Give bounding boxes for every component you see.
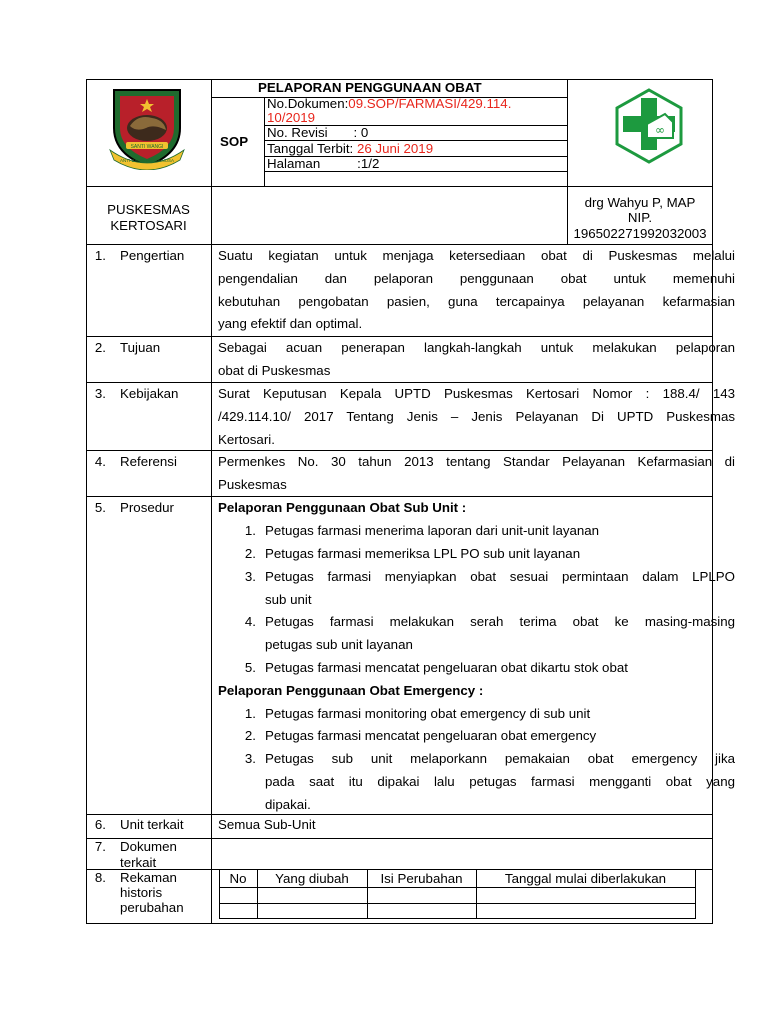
history-col-4: [695, 869, 696, 919]
step-number: 5.: [244, 660, 256, 675]
text-line: dipakai.: [265, 796, 311, 812]
row-number: 1.: [94, 248, 106, 263]
step-text: Petugas farmasi mencatat pengeluaran obat dikartu stok obat: [265, 660, 628, 675]
row-label-prosedur: Prosedur: [120, 500, 174, 515]
pengertian-text: [218, 245, 735, 336]
sub-unit-section-title: Pelaporan Penggunaan Obat Sub Unit :: [218, 500, 467, 515]
step-text: [265, 748, 735, 816]
header-divider-1: [211, 79, 212, 245]
text-line: pada saat itu dipakai lalu petugas farmasi mengganti obat yang: [265, 773, 735, 789]
history-row-1: [219, 887, 696, 888]
document-title: PELAPORAN PENGGUNAAN OBAT: [258, 80, 482, 95]
step-text: Petugas farmasi mencatat pengeluaran obat emergency: [265, 728, 597, 743]
history-col-header-yang-diubah: Yang diubah: [275, 871, 349, 886]
step-number: 2.: [244, 728, 256, 743]
step-number: 3.: [244, 751, 256, 766]
row-label-referensi: Referensi: [120, 454, 177, 469]
text-line: Petugas sub unit melaporkann pemakaian obat emergency jika: [265, 751, 735, 766]
row-number: 2.: [94, 340, 106, 355]
step-number: 1.: [244, 523, 256, 538]
header-bottom-line: [86, 186, 713, 187]
row-number: 7.: [94, 839, 106, 854]
regency-logo: [106, 84, 188, 170]
issue-date: [267, 141, 433, 157]
step-text: Petugas farmasi menerima laporan dari unit-unit layanan: [265, 523, 600, 538]
text-line: obat di Puskesmas: [218, 362, 331, 378]
step-text: Petugas farmasi memeriksa LPL PO sub unit layanan: [265, 546, 581, 561]
row-number: 3.: [94, 386, 106, 401]
text-line: /429.114.10/ 2017 Tentang Jenis – Jenis Pelayanan Di UPTD Puskesmas: [218, 408, 735, 424]
tujuan-text: [218, 337, 735, 383]
text-line: sub unit: [265, 591, 312, 607]
page-number: Halaman :1/2: [267, 156, 380, 171]
text-line: Permenkes No. 30 tahun 2013 tentang Standar Pelayanan Kefarmasian di: [218, 454, 735, 469]
emergency-section-title: Pelaporan Penggunaan Obat Emergency :: [218, 683, 484, 698]
issue-date-value: 26 Juni 2019: [356, 141, 434, 156]
signer-nip: 196502271992032003: [573, 226, 707, 241]
step-text: [265, 566, 735, 612]
label-column-divider: [211, 244, 212, 924]
row-label-dokumen-2: terkait: [120, 855, 157, 870]
row-label-kebijakan: Kebijakan: [120, 386, 179, 401]
text-line: Sebagai acuan penerapan langkah-langkah untuk melakukan pelaporan: [218, 340, 735, 355]
row-label-rekaman-3: perubahan: [120, 900, 184, 915]
history-col-header-no: No: [229, 871, 247, 886]
row-label-rekaman-2: historis: [120, 885, 163, 900]
text-line: kebutuhan pengobatan pasien, guna tercapainya pelayanan kefarmasian: [218, 293, 735, 309]
row-line-7: [86, 838, 713, 839]
step-text: Petugas farmasi monitoring obat emergency di sub unit: [265, 706, 591, 721]
history-top: [219, 869, 696, 870]
text-line: Surat Keputusan Kepala UPTD Puskesmas Kertosari Nomor : 188.4/ 143: [218, 386, 735, 401]
row-number: 4.: [94, 454, 106, 469]
row-label-tujuan: Tujuan: [120, 340, 161, 355]
doc-number-label: No.Dokumen:: [267, 96, 349, 111]
puskesmas-logo: [611, 88, 687, 164]
logo-motto-text: ANTI SANTI PRAJA NUSA: [119, 158, 175, 163]
history-col-header-tanggal: Tanggal mulai diberlakukan: [504, 871, 667, 886]
signer-name: drg Wahyu P, MAP: [584, 195, 696, 210]
text-line: Petugas farmasi menyiapkan obat sesuai permintaan dalam LPLPO: [265, 569, 735, 584]
issue-date-label: Tanggal Terbit:: [267, 141, 357, 156]
header-divider-2: [264, 97, 265, 186]
text-line: pengendalian dan pelaporan penggunaan obat untuk memenuhi: [218, 270, 735, 286]
sop-label: SOP: [220, 134, 249, 149]
row-label-pengertian: Pengertian: [120, 248, 185, 263]
text-line: Puskesmas: [218, 476, 287, 492]
history-col-header-isi: Isi Perubahan: [380, 871, 463, 886]
row-number: 5.: [94, 500, 106, 515]
doc-number-line-2: 10/2019: [267, 110, 316, 125]
referensi-text: [218, 451, 735, 497]
text-line: Suatu kegiatan untuk menjaga ketersediaan obat di Puskesmas melalui: [218, 248, 735, 263]
history-row-2: [219, 903, 696, 904]
revision-number: No. Revisi : 0: [267, 125, 369, 140]
puskesmas-name-2: KERTOSARI: [110, 218, 187, 233]
row-number: 6.: [94, 817, 106, 832]
step-number: 1.: [244, 706, 256, 721]
step-number: 4.: [244, 614, 256, 629]
step-number: 2.: [244, 546, 256, 561]
history-bottom: [219, 918, 696, 919]
kebijakan-text: [218, 383, 735, 451]
outer-border-bottom: [86, 923, 713, 924]
unit-terkait-value: Semua Sub-Unit: [218, 817, 316, 832]
text-line: Petugas farmasi melakukan serah terima obat ke masing-masing: [265, 614, 735, 629]
text-line: petugas sub unit layanan: [265, 636, 413, 652]
logo-banner-text: SANTI WANGI: [130, 144, 164, 150]
step-number: 3.: [244, 569, 256, 584]
row-label-rekaman-1: Rekaman: [120, 870, 177, 885]
doc-number-value: 09.SOP/FARMASI/429.114.: [348, 96, 512, 111]
step-text: [265, 611, 735, 657]
row-number: 8.: [94, 870, 106, 885]
text-line: Kertosari.: [218, 431, 275, 447]
text-line: yang efektif dan optimal.: [218, 316, 363, 332]
row-label-dokumen-1: Dokumen: [120, 839, 177, 854]
puskesmas-name-1: PUSKESMAS: [107, 202, 190, 217]
row-label-unit-terkait: Unit terkait: [120, 817, 184, 832]
infinity-icon: ∞: [655, 123, 665, 137]
signer-nip-label: NIP.: [627, 210, 653, 225]
